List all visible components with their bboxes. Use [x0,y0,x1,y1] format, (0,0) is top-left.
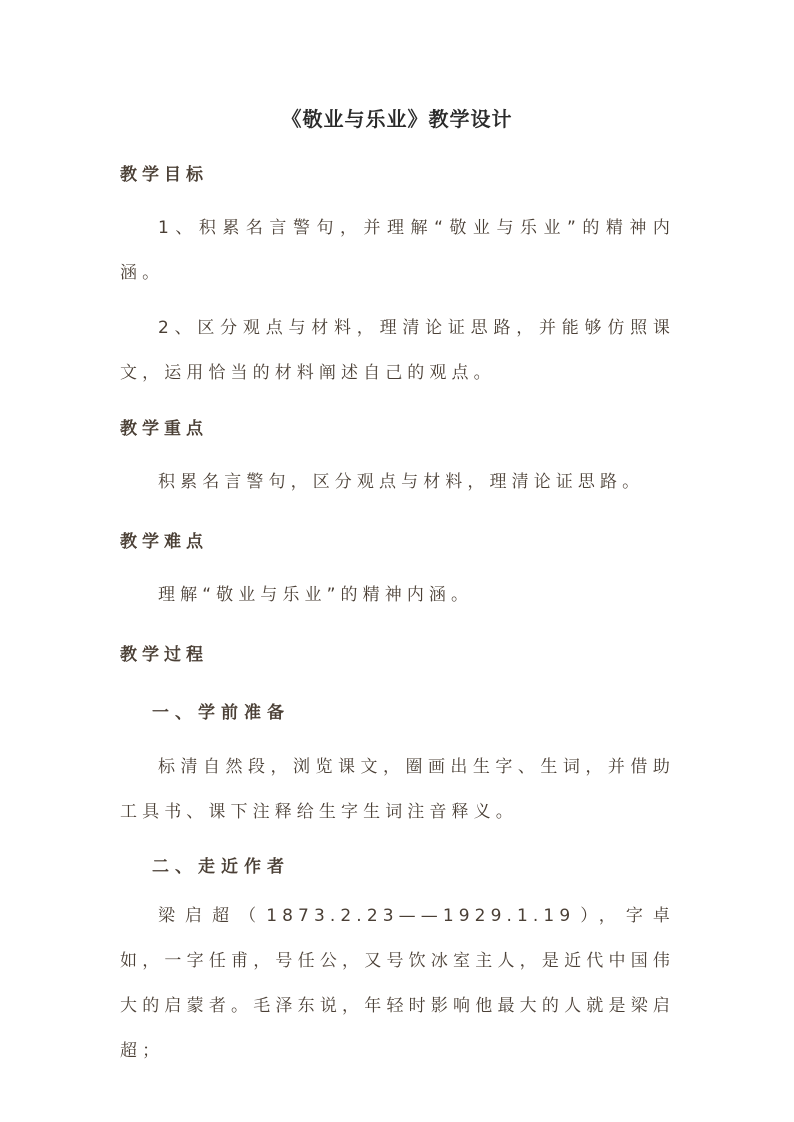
heading-difficulties: 教学难点 [120,532,208,552]
subheading-preparation: 一、学前准备 [152,703,290,723]
preparation-text: 标清自然段，浏览课文，圈画出生字、生词，并借助工具书、课下注释给生字生词注音释义。 [120,757,675,822]
objective-item-2: 2、区分观点与材料，理清论证思路，并能够仿照课文，运用恰当的材料阐述自己的观点。 [120,318,675,383]
objective-item-1: 1、积累名言警句，并理解“敬业与乐业”的精神内涵。 [120,218,675,283]
key-points-text: 积累名言警句，区分观点与材料，理清论证思路。 [158,472,645,492]
heading-key-points: 教学重点 [120,419,208,439]
difficulties-text: 理解“敬业与乐业”的精神内涵。 [158,585,474,605]
author-text: 梁启超（1873.2.23——1929.1.19），字卓如，一字任甫，号任公，又号饮冰室主人，是近代中国伟大的启蒙者。毛泽东说，年轻时影响他最大的人就是梁启超； [120,906,675,1061]
subheading-author: 二、走近作者 [152,857,290,877]
heading-process: 教学过程 [120,645,208,665]
heading-objectives: 教学目标 [120,165,208,185]
document-title: 《敬业与乐业》教学设计 [281,107,513,131]
